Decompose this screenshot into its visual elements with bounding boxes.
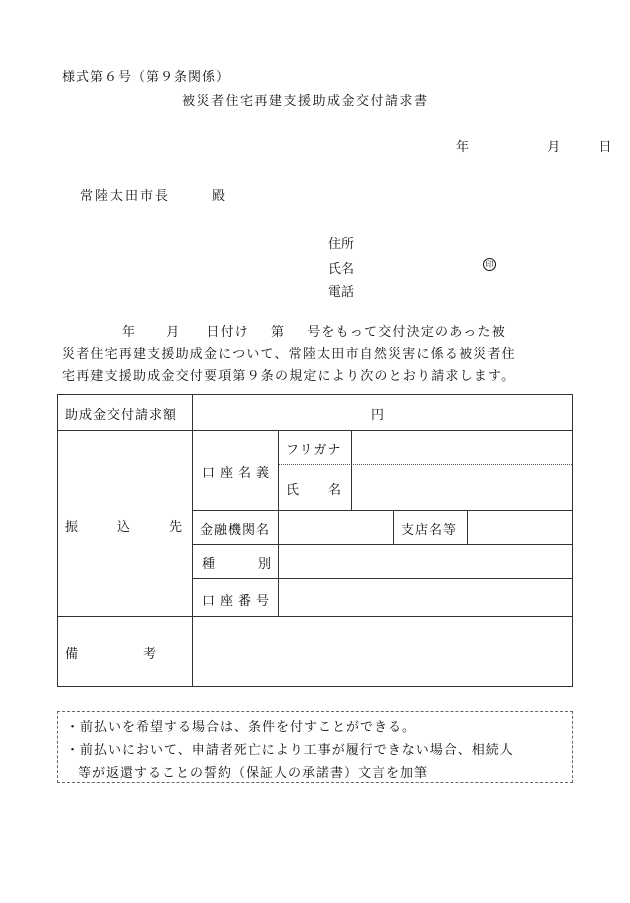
- statement-line-3: 宅再建支援助成金交付要項第９条の規定により次のとおり請求します。: [62, 369, 516, 384]
- holder-name-input[interactable]: [352, 466, 571, 509]
- applicant-name-label: 氏名: [328, 262, 355, 277]
- furigana-label: フリガナ: [286, 443, 342, 458]
- account-holder-label: 口座名義: [202, 466, 275, 481]
- statement-day: 日付け: [206, 325, 250, 340]
- date-month-label: 月: [547, 140, 561, 155]
- statement-line-1-rest: 号をもって交付決定のあった被: [307, 325, 506, 340]
- bank-name-label: 金融機関名: [200, 523, 271, 538]
- note-prepayment-conditions: ・前払いを希望する場合は、条件を付すことができる。: [66, 720, 417, 735]
- account-type-input[interactable]: [279, 546, 571, 577]
- statement-month: 月: [166, 325, 181, 340]
- account-type-label: 種 別: [202, 557, 273, 572]
- statement-year: 年: [122, 325, 137, 340]
- furigana-input[interactable]: [352, 432, 571, 463]
- statement-line-1: [62, 322, 582, 344]
- account-number-label: 口座番号: [202, 594, 275, 609]
- applicant-address-label: 住所: [328, 237, 355, 252]
- date-day-label: 日: [598, 140, 612, 155]
- addressee-name: 常陸太田市長: [80, 189, 171, 204]
- amount-label: 助成金交付請求額: [65, 408, 178, 423]
- addressee: [80, 185, 227, 204]
- request-form-table: [57, 394, 573, 687]
- note-prepayment-death: ・前払いにおいて、申請者死亡により工事が履行できない場合、相続人: [66, 743, 514, 758]
- statement-no: 第: [271, 325, 286, 340]
- form-number: 様式第６号（第９条関係）: [62, 70, 231, 85]
- date-year-label: 年: [456, 140, 470, 155]
- document-title: 被災者住宅再建支援助成金交付請求書: [182, 94, 429, 109]
- seal-mark: 印: [483, 258, 496, 271]
- account-number-input[interactable]: [279, 580, 571, 615]
- notes-box: [57, 711, 573, 783]
- note-prepayment-pledge: 等が返還することの誓約（保証人の承諾書）文言を加筆: [78, 766, 429, 781]
- request-statement: [62, 322, 582, 388]
- amount-unit: 円: [371, 408, 386, 423]
- bank-name-input[interactable]: [279, 512, 392, 543]
- amount-input[interactable]: [374, 398, 378, 426]
- applicant-phone-label: 電話: [328, 285, 355, 300]
- remarks-input[interactable]: [194, 618, 571, 685]
- statement-line-2: 災者住宅再建支援助成金について、常陸太田市自然災害に係る被災者住: [62, 347, 516, 362]
- remarks-label: 備 考: [65, 647, 157, 662]
- date-line: [456, 136, 611, 155]
- transfer-destination-label: 振 込 先: [65, 520, 183, 535]
- holder-name-label: 氏 名: [286, 483, 343, 498]
- addressee-honorific: 殿: [212, 189, 228, 204]
- branch-input[interactable]: [468, 512, 571, 543]
- branch-label: 支店名等: [401, 523, 458, 538]
